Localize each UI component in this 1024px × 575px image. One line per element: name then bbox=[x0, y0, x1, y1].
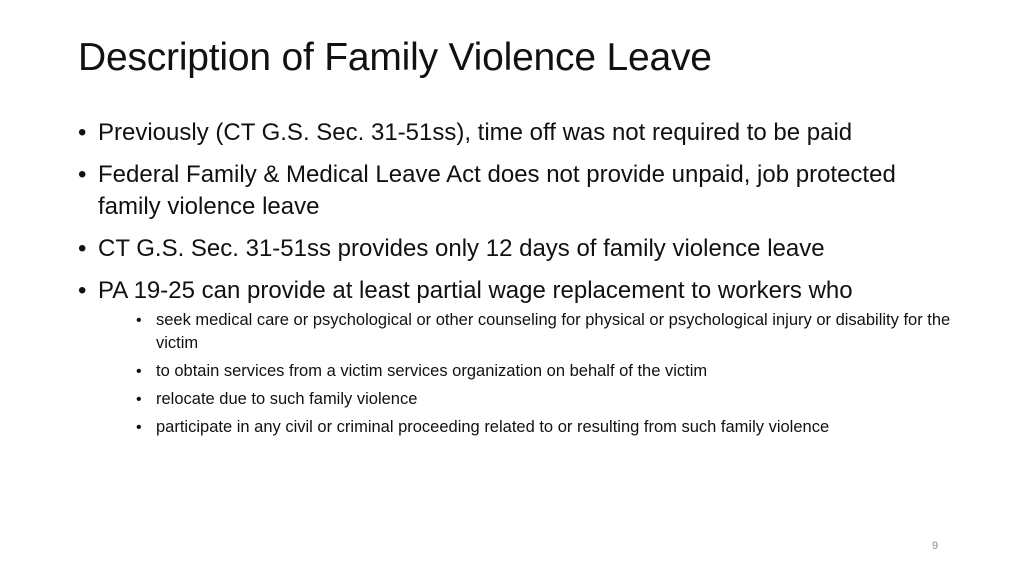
bullet-item bbox=[78, 275, 958, 439]
bullet-item bbox=[78, 117, 958, 149]
bullet-item bbox=[78, 159, 958, 223]
sub-bullet-text: relocate due to such family violence bbox=[156, 390, 418, 408]
bullet-text: CT G.S. Sec. 31-51ss provides only 12 days of family violence leave bbox=[98, 235, 825, 262]
bullet-icon: • bbox=[78, 235, 87, 262]
sub-bullet-item bbox=[136, 416, 958, 439]
bullet-icon: • bbox=[78, 119, 87, 146]
sub-bullet-icon: • bbox=[136, 363, 142, 380]
sub-bullet-item bbox=[136, 309, 958, 355]
slide-title: Description of Family Violence Leave bbox=[78, 36, 712, 79]
bullet-text: Previously (CT G.S. Sec. 31-51ss), time off was not required to be paid bbox=[98, 119, 853, 146]
sub-bullet-item bbox=[136, 388, 958, 411]
sub-bullet-text: to obtain services from a victim services organization on behalf of the victim bbox=[156, 362, 708, 380]
sub-bullet-icon: • bbox=[136, 419, 142, 436]
sub-bullet-text: seek medical care or psychological or other counseling for physical or psychological injury or disability for the victim bbox=[156, 311, 951, 352]
sub-bullet-text: participate in any civil or criminal proceeding related to or resulting from such family violence bbox=[156, 418, 830, 436]
page-number: 9 bbox=[932, 540, 939, 552]
bullet-item bbox=[78, 233, 958, 265]
bullet-text: PA 19-25 can provide at least partial wage replacement to workers who bbox=[98, 277, 853, 304]
sub-bullet-icon: • bbox=[136, 391, 142, 408]
bullet-icon: • bbox=[78, 277, 87, 304]
bullet-icon: • bbox=[78, 161, 87, 188]
sub-bullet-list bbox=[136, 309, 958, 439]
bullet-text: Federal Family & Medical Leave Act does not provide unpaid, job protected family violence leave bbox=[98, 161, 896, 220]
sub-bullet-icon: • bbox=[136, 312, 142, 329]
bullet-list bbox=[78, 117, 958, 449]
sub-bullet-item bbox=[136, 360, 958, 383]
